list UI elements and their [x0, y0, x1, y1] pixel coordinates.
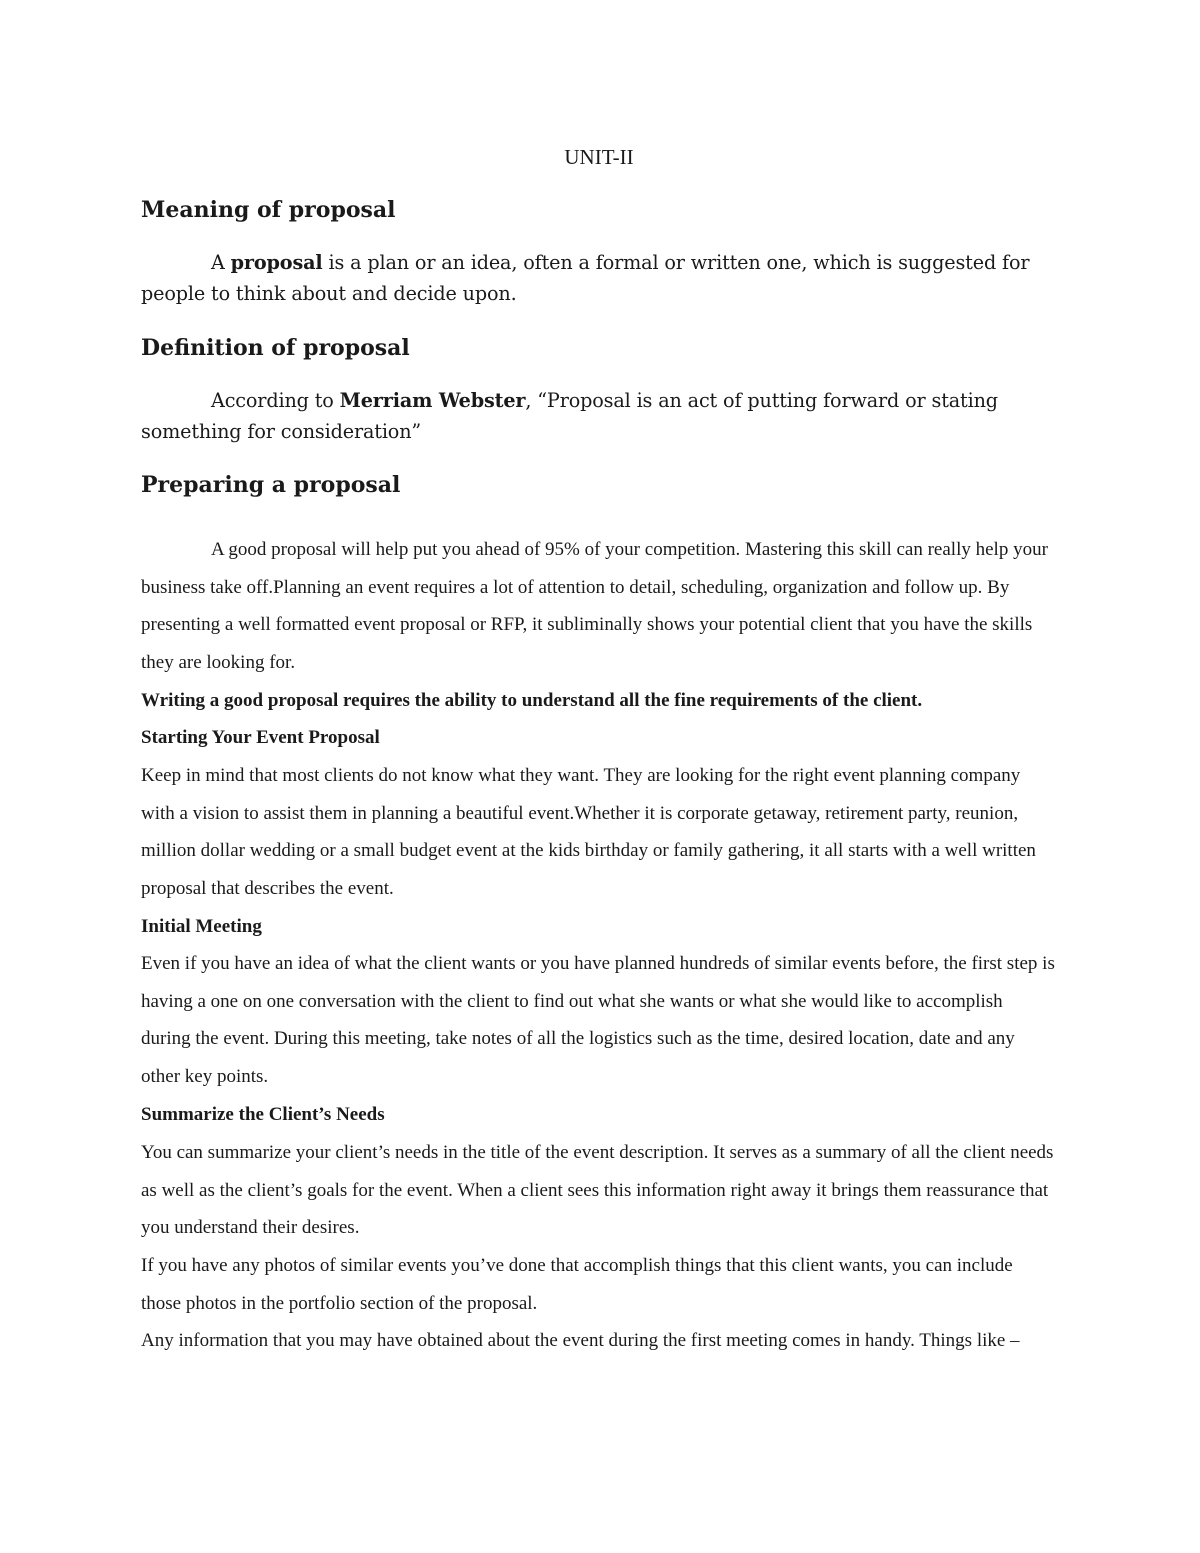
subheading-starting-your-event-proposal: Starting Your Event Proposal — [141, 727, 380, 748]
subheading-initial-meeting: Initial Meeting — [141, 916, 262, 937]
meaning-text-1: A — [211, 251, 231, 274]
paragraph-summarize-2: If you have any photos of similar events you’ve done that accomplish things that this client wants, you can include those photos in the portfolio section of the proposal. — [141, 1255, 1013, 1314]
heading-preparing-a-proposal: Preparing a proposal — [141, 472, 401, 498]
definition-bold-source: Merriam Webster — [339, 389, 526, 412]
heading-meaning-of-proposal: Meaning of proposal — [141, 197, 396, 223]
heading-definition-of-proposal: Definition of proposal — [141, 335, 410, 361]
paragraph-initial-meeting: Even if you have an idea of what the client wants or you have planned hundreds of similar events before, the first step is having a one on one conversation with the client to find out what she wants or what she would like to accomplish during the event. During this meeting, take notes of all the logistics such as the time, desired location, date and any other key points. — [141, 953, 1055, 1087]
bold-statement-requirements: Writing a good proposal requires the ability to understand all the fine requirements of the client. — [141, 690, 923, 711]
definition-text-1: According to — [211, 389, 340, 412]
meaning-text-2: is a plan or an idea, often a formal or written one, which is suggested for people to think about and decide upon. — [141, 251, 1030, 305]
paragraph-meaning — [141, 247, 1041, 309]
paragraph-summarize-3: Any information that you may have obtained about the event during the first meeting comes in handy. Things like – — [141, 1330, 1020, 1351]
definition-text-2: , “Proposal is an act of putting forward or stating something for consideration” — [141, 389, 998, 443]
paragraph-summarize-1: You can summarize your client’s needs in the title of the event description. It serves as a summary of all the client needs as well as the client’s goals for the event. When a client sees this information right away it brings them reassurance that you understand their desires. — [141, 1142, 1054, 1239]
paragraph-definition — [141, 385, 1041, 447]
subheading-summarize-clients-needs: Summarize the Client’s Needs — [141, 1104, 385, 1125]
meaning-bold-term: proposal — [230, 251, 323, 274]
paragraph-preparing: A good proposal will help put you ahead of 95% of your competition. Mastering this skill can really help your business take off.Planning an event requires a lot of attention to detail, scheduling, organization and follow up. By presenting a well formatted event proposal or RFP, it subliminally shows your potential client that you have the skills they are looking for. — [141, 539, 1048, 673]
paragraph-starting: Keep in mind that most clients do not know what they want. They are looking for the right event planning company with a vision to assist them in planning a beautiful event.Whether it is corporate getaway, retirement party, reunion, million dollar wedding or a small budget event at the kids birthday or family gathering, it all starts with a well written proposal that describes the event. — [141, 765, 1036, 899]
unit-title: UNIT-II — [564, 145, 634, 169]
